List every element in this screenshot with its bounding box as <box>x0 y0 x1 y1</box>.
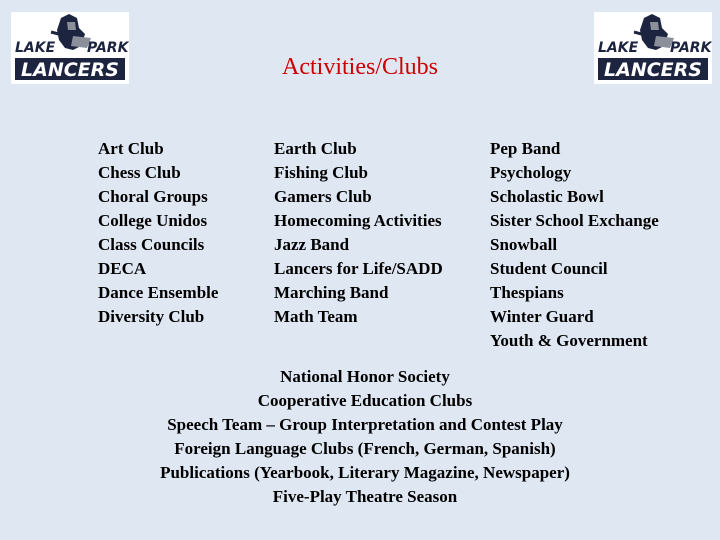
list-item: Jazz Band <box>274 235 350 254</box>
svg-text:PARK: PARK <box>87 40 129 56</box>
list-item: Pep Band <box>490 139 561 158</box>
list-item: Winter Guard <box>490 307 594 326</box>
list-item: Sister School Exchange <box>490 211 659 230</box>
svg-text:LANCERS: LANCERS <box>604 59 702 81</box>
list-item: Student Council <box>490 259 608 278</box>
list-item: Art Club <box>98 139 164 158</box>
list-item: Class Councils <box>98 235 205 254</box>
list-item: Snowball <box>490 235 558 254</box>
list-item: National Honor Society <box>280 367 450 386</box>
svg-text:LAKE: LAKE <box>598 40 639 56</box>
additional-activities-list <box>0 365 720 509</box>
svg-text:PARK: PARK <box>670 40 712 56</box>
list-item: Math Team <box>274 307 358 326</box>
list-item: Psychology <box>490 163 572 182</box>
list-item: Diversity Club <box>98 307 205 326</box>
list-item: Foreign Language Clubs (French, German, Spanish) <box>174 439 556 458</box>
svg-text:LAKE: LAKE <box>15 40 56 56</box>
list-item: Gamers Club <box>274 187 372 206</box>
list-item: College Unidos <box>98 211 208 230</box>
list-item: Youth & Government <box>490 331 648 350</box>
clubs-column-1 <box>98 137 218 329</box>
list-item: Dance Ensemble <box>98 283 219 302</box>
list-item: Marching Band <box>274 283 389 302</box>
list-item: Thespians <box>490 283 564 302</box>
clubs-column-3 <box>490 137 659 353</box>
list-item: Speech Team – Group Interpretation and Contest Play <box>167 415 563 434</box>
list-item: DECA <box>98 259 147 278</box>
svg-text:LANCERS: LANCERS <box>21 59 119 81</box>
list-item: Five-Play Theatre Season <box>272 487 458 506</box>
list-item: Homecoming Activities <box>274 211 442 230</box>
page-title: Activities/Clubs <box>282 54 438 80</box>
list-item: Chess Club <box>98 163 181 182</box>
list-item: Publications (Yearbook, Literary Magazine, Newspaper) <box>160 463 570 482</box>
clubs-column-2 <box>274 137 443 329</box>
list-item: Lancers for Life/SADD <box>274 259 443 278</box>
list-item: Cooperative Education Clubs <box>257 391 473 410</box>
list-item: Fishing Club <box>274 163 369 182</box>
list-item: Earth Club <box>274 139 357 158</box>
list-item: Choral Groups <box>98 187 208 206</box>
list-item: Scholastic Bowl <box>490 187 604 206</box>
